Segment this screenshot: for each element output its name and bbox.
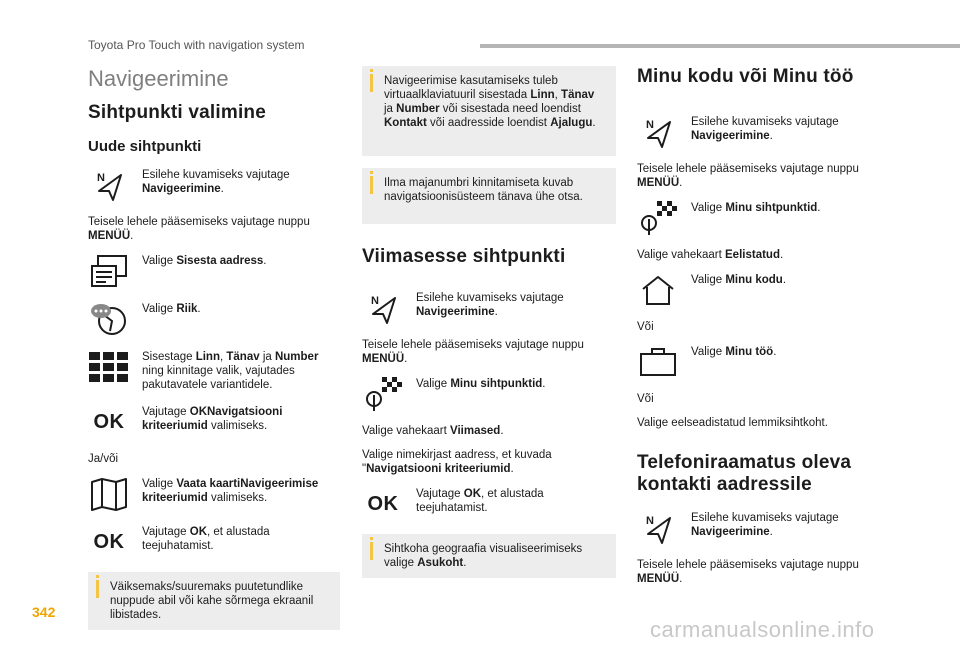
- step-ok-criteria: [88, 404, 340, 440]
- info-icon: [370, 176, 373, 194]
- svg-text:N: N: [97, 172, 105, 184]
- svg-text:N: N: [646, 515, 654, 527]
- step-navigeerimine: [362, 290, 616, 326]
- step-navigeerimine: [637, 114, 897, 150]
- running-header: Toyota Pro Touch with navigation system: [88, 38, 305, 52]
- step-navigeerimine: [637, 510, 897, 546]
- paragraph-preset: Valige eelseadistatud lemmiksihtkoht.: [637, 417, 828, 429]
- ok-icon: OK: [93, 410, 125, 433]
- step-text: Valige Riik.: [142, 303, 201, 315]
- paragraph-tab: Valige vahekaart Eelistatud.: [637, 249, 784, 261]
- ok-icon: OK: [93, 530, 125, 553]
- note-text: Sihtkoha geograafia visualiseerimiseks valige Asukoht.: [384, 543, 583, 569]
- svg-text:N: N: [646, 119, 654, 131]
- step-ok-start: [88, 524, 340, 560]
- step-navigeerimine: [88, 167, 340, 203]
- navigation-arrow-icon: [637, 114, 679, 150]
- step-text: Valige Minu töö.: [691, 346, 777, 358]
- note-text: Väiksemaks/suuremaks puutetundlike nuppude abil või kahe sõrmega ekraanil libistades.: [110, 581, 314, 621]
- section-title: Navigeerimine: [88, 66, 229, 91]
- or-text: Või: [637, 321, 654, 333]
- navigation-arrow-icon: [88, 167, 130, 203]
- heading-sihtpunkti-valimine: Sihtpunkti valimine: [88, 102, 266, 123]
- or-text: Või: [637, 393, 654, 405]
- navigation-arrow-icon: [362, 290, 404, 326]
- info-note: [362, 66, 616, 156]
- step-text: Vajutage OK, et alustada teejuhatamist.: [142, 526, 270, 552]
- briefcase-icon: [637, 344, 679, 380]
- paragraph-menu: Teisele lehele pääsemiseks vajutage nuppu MENÜÜ.: [362, 339, 584, 365]
- step-text: Esilehe kuvamiseks vajutage Navigeerimine.: [691, 116, 839, 142]
- note-text: Navigeerimise kasutamiseks tuleb virtuaalklaviatuuril sisestada Linn, Tänav ja Number või sisestada need loendist Kontakt või aadresside loendist Ajalugu.: [384, 75, 596, 129]
- watermark: carmanualsonline.info: [650, 617, 875, 642]
- note-text: Ilma majanumbri kinnitamiseta kuvab navigatsioonisüsteem tänava ühe otsa.: [384, 177, 583, 203]
- or-text: Ja/või: [88, 453, 119, 465]
- header-rule: [480, 44, 960, 48]
- paragraph-tab: Valige vahekaart Viimased.: [362, 425, 504, 437]
- step-minu-sihtpunktid: [362, 376, 616, 412]
- heading-viimasesse-sihtpunkti: Viimasesse sihtpunkti: [362, 246, 566, 267]
- info-note: [88, 572, 340, 630]
- map-icon: [88, 476, 130, 512]
- destination-flag-icon: [362, 376, 404, 412]
- step-text: Vajutage OK, et alustada teejuhatamist.: [416, 488, 544, 514]
- destination-flag-icon: [637, 200, 679, 236]
- step-minu-kodu: [637, 272, 897, 308]
- step-minu-too: [637, 344, 897, 380]
- paragraph-select-address: Valige nimekirjast aadress, et kuvada "Navigatsiooni kriteeriumid.: [362, 449, 552, 475]
- column-3: [637, 66, 897, 596]
- step-text: Esilehe kuvamiseks vajutage Navigeerimine.: [691, 512, 839, 538]
- step-text: Valige Sisesta aadress.: [142, 255, 267, 267]
- step-text: Valige Vaata kaartiNavigeerimise kriteeriumid valimiseks.: [142, 478, 319, 504]
- step-text: Sisestage Linn, Tänav ja Number ning kinnitage valik, vajutades pakutavatele variantidele.: [142, 351, 319, 391]
- step-text: Esilehe kuvamiseks vajutage Navigeerimine.: [142, 169, 290, 195]
- address-entry-icon: [88, 253, 130, 289]
- paragraph-menu: Teisele lehele pääsemiseks vajutage nuppu MENÜÜ.: [637, 163, 859, 189]
- info-note: [362, 168, 616, 224]
- step-view-map: [88, 476, 340, 512]
- column-1: [88, 66, 340, 642]
- info-note: [362, 534, 616, 578]
- step-keyboard: [88, 349, 340, 392]
- heading-uude-sihtpunkti: Uude sihtpunkti: [88, 138, 202, 155]
- ok-icon: OK: [367, 492, 399, 515]
- step-text: Esilehe kuvamiseks vajutage Navigeerimine.: [416, 292, 564, 318]
- step-text: Valige Minu sihtpunktid.: [416, 378, 546, 390]
- heading-telefoniraamatus: Telefoniraamatus oleva kontakti aadressile: [637, 452, 852, 495]
- step-text: Vajutage OKNavigatsiooni kriteeriumid valimiseks.: [142, 406, 283, 432]
- step-ok-start: [362, 486, 616, 522]
- heading-minu-kodu: Minu kodu või Minu töö: [637, 66, 854, 87]
- step-text: Valige Minu kodu.: [691, 274, 787, 286]
- info-icon: [96, 580, 99, 598]
- keyboard-icon: [88, 349, 130, 385]
- svg-text:N: N: [371, 295, 379, 307]
- page-number: 342: [32, 604, 56, 620]
- column-2: [362, 66, 616, 590]
- paragraph-menu: Teisele lehele pääsemiseks vajutage nuppu MENÜÜ.: [637, 559, 859, 585]
- country-globe-icon: [88, 301, 130, 337]
- step-text: Valige Minu sihtpunktid.: [691, 202, 821, 214]
- info-icon: [370, 74, 373, 92]
- info-icon: [370, 542, 373, 560]
- step-minu-sihtpunktid: [637, 200, 897, 236]
- paragraph-menu: Teisele lehele pääsemiseks vajutage nuppu MENÜÜ.: [88, 216, 310, 242]
- step-sisesta-aadress: [88, 253, 340, 289]
- step-riik: [88, 301, 340, 337]
- home-icon: [637, 272, 679, 308]
- navigation-arrow-icon: [637, 510, 679, 546]
